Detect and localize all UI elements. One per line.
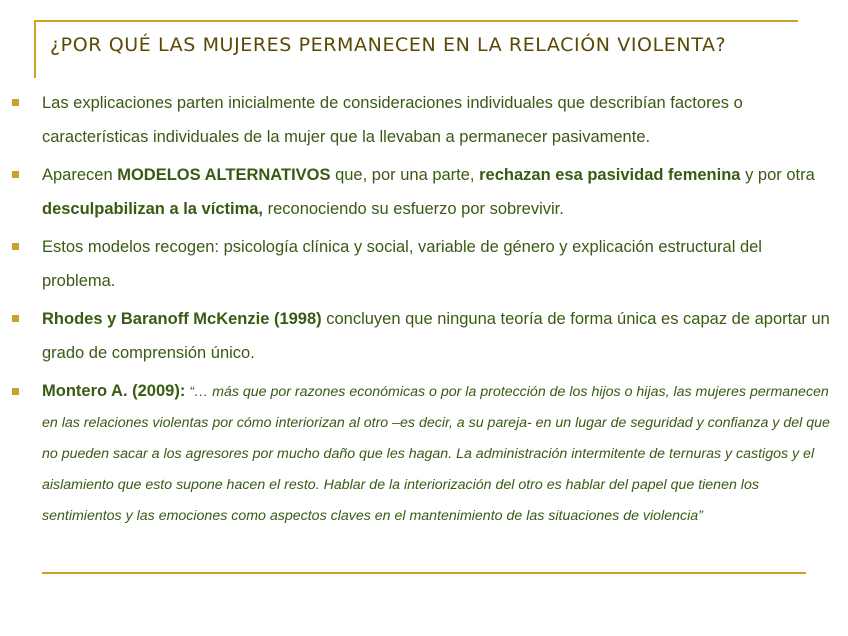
- bullet-square-icon: [12, 171, 19, 178]
- bullet-text-span: Estos modelos recogen: psicología clínica y social, variable de género y explicación estructural del problema.: [42, 238, 762, 290]
- bullet-text-span: y por otra: [740, 166, 815, 184]
- bullet-bold-span: MODELOS ALTERNATIVOS: [117, 166, 331, 184]
- quote-text: “… más que por razones económicas o por la protección de los hijos o hijas, las mujeres permanecen en las relaciones violentas por cómo interiorizan al otro –es decir, a su pareja- en un lugar de seguridad y confianza y del que no pueden sacar a los agresores por mucho daño que les hagan. La administración intermitente de ternuras y castigos y el aislamiento que esto supone hacen el resto. Hablar de la interiorización del otro es hablar del papel que tienen los sentimientos y las emociones como aspectos claves en el mantenimiento de las situaciones de violencia”: [42, 384, 830, 524]
- bullet-bold-span: Montero A. (2009):: [42, 382, 186, 400]
- bullet-bold-span: rechazan esa pasividad femenina: [479, 166, 741, 184]
- bullet-text-span: Aparecen: [42, 166, 118, 184]
- bullet-square-icon: [12, 315, 19, 322]
- bullet-square-icon: [12, 243, 19, 250]
- bullet-bold-span: desculpabilizan a la víctima,: [42, 200, 264, 218]
- bullet-text: [42, 86, 832, 154]
- bullet-text-span: Las explicaciones parten inicialmente de consideraciones individuales que describían factores o características individuales de la mujer que la llevaban a permanecer pasivamente.: [42, 94, 743, 146]
- slide-title: ¿POR QUÉ LAS MUJERES PERMANECEN EN LA RELACIÓN VIOLENTA?: [50, 34, 727, 56]
- title-frame-top-line: [34, 20, 798, 22]
- bullet-text: [42, 230, 762, 298]
- title-frame-left-line: [34, 20, 36, 78]
- bullet-text: [42, 376, 832, 531]
- bullet-text: [42, 158, 832, 226]
- bullet-square-icon: [12, 388, 19, 395]
- bottom-divider-line: [42, 572, 806, 574]
- bullet-bold-span: Rhodes y Baranoff McKenzie (1998): [42, 310, 322, 328]
- bullet-square-icon: [12, 99, 19, 106]
- bullet-text-span: que, por una parte,: [330, 166, 480, 184]
- bullet-text-span: reconociendo su esfuerzo por sobrevivir.: [263, 200, 564, 218]
- bullet-text-span: concluyen que ninguna teoría de forma única es capaz de aportar un grado de comprensión único.: [42, 310, 830, 362]
- bullet-text: [42, 302, 832, 370]
